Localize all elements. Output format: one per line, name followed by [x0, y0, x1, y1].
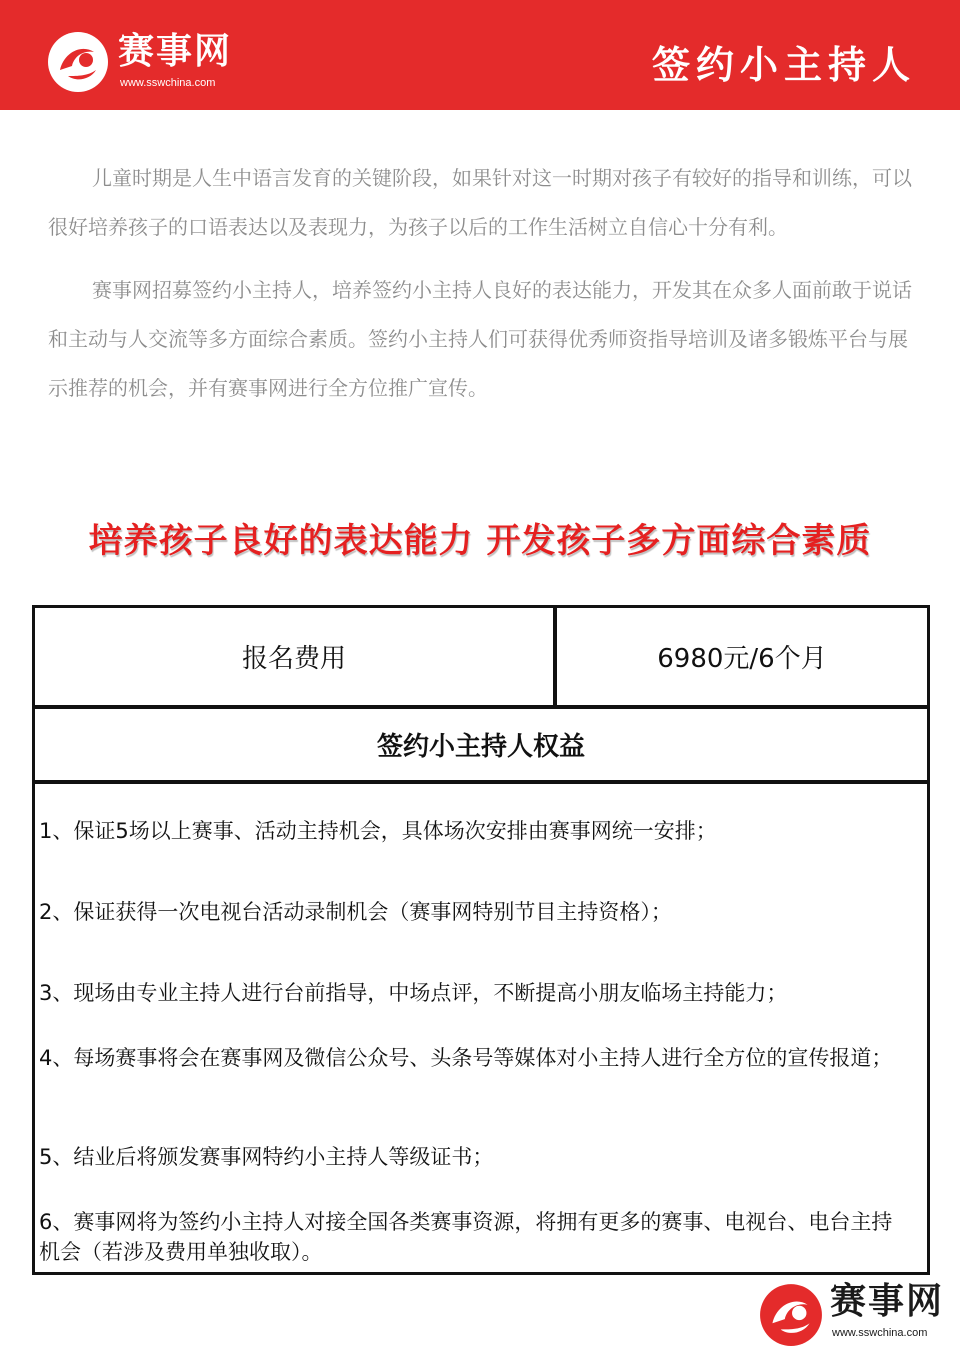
fee-label: 报名费用: [35, 608, 557, 705]
page-title: 签约小主持人: [651, 43, 916, 87]
intro-section: [48, 154, 920, 427]
fee-value: 6980元/6个月: [657, 644, 827, 674]
fee-row: [35, 608, 927, 705]
footer-brand-name: 赛事网: [830, 1281, 945, 1322]
benefit-item: 1、保证5场以上赛事、活动主持机会，具体场次安排由赛事网统一安排；: [39, 819, 717, 843]
benefits-title: 签约小主持人权益: [376, 732, 585, 762]
benefit-item: 3、现场由专业主持人进行台前指导，中场点评，不断提高小朋友临场主持能力；: [39, 981, 788, 1005]
footer-logo[interactable]: [758, 1280, 958, 1352]
footer-brand-url: www.sswchina.com: [832, 1327, 928, 1339]
intro-paragraph: 儿童时期是人生中语言发育的关键阶段，如果针对这一时期对孩子有较好的指导和训练，可以很好培养孩子的口语表达以及表现力，为孩子以后的工作生活树立自信心十分有利。: [48, 166, 912, 239]
benefit-item: 2、保证获得一次电视台活动录制机会（赛事网特别节目主持资格）；: [39, 900, 672, 924]
header-banner: [0, 0, 960, 110]
slogan-heading: 培养孩子良好的表达能力 开发孩子多方面综合素质: [88, 521, 872, 561]
benefit-item: 6、赛事网将为签约小主持人对接全国各类赛事资源，将拥有更多的赛事、电视台、电台主持机会（若涉及费用单独收取）。: [39, 1210, 893, 1264]
enrollment-table: [32, 605, 930, 1275]
benefits-list: [35, 784, 927, 1272]
brand-url: www.sswchina.com: [120, 77, 216, 89]
brand-name: 赛事网: [118, 31, 233, 72]
brand-logo-icon: [46, 30, 110, 94]
brand-logo[interactable]: [46, 30, 276, 100]
benefit-item: 4、每场赛事将会在赛事网及微信公众号、头条号等媒体对小主持人进行全方位的宣传报道；: [39, 1046, 893, 1070]
benefit-item: 5、结业后将颁发赛事网特约小主持人等级证书；: [39, 1145, 494, 1169]
footer-logo-icon: [758, 1282, 824, 1348]
intro-paragraph: 赛事网招募签约小主持人，培养签约小主持人良好的表达能力，开发其在众多人面前敢于说话和主动与人交流等多方面综合素质。签约小主持人们可获得优秀师资指导培训及诸多锻炼平台与展示推荐的机会，并有赛事网进行全方位推广宣传。: [48, 278, 912, 400]
